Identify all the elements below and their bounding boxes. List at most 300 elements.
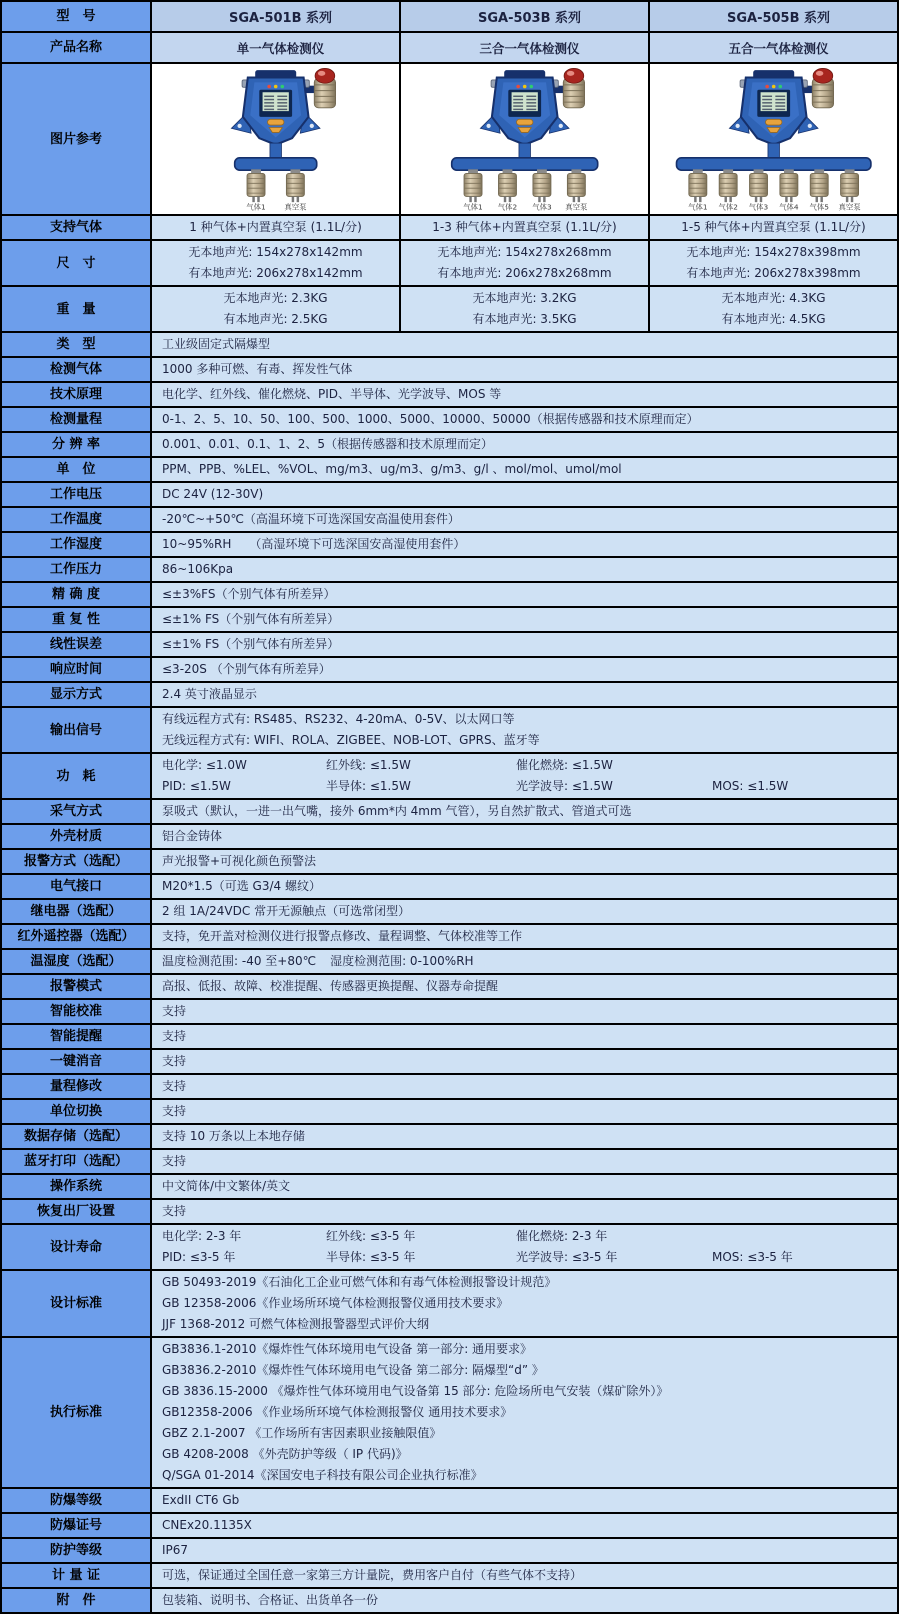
table-row bbox=[2, 1225, 897, 1271]
spec-value bbox=[650, 241, 897, 285]
spec-value bbox=[152, 1075, 897, 1098]
sensor-manifold bbox=[234, 158, 316, 170]
spec-segment: DC 24V (12-30V) bbox=[162, 487, 264, 501]
spec-segment: 高报、低报、故障、校准提醒、传感器更换提醒、仪器寿命提醒 bbox=[162, 979, 499, 993]
model-name-505b: SGA-505B 系列 bbox=[650, 2, 897, 31]
spec-segment: GBZ 2.1-2007 《工作场所有害因素职业接触限值》 bbox=[162, 1426, 442, 1440]
table-row bbox=[2, 1200, 897, 1225]
spec-value bbox=[152, 875, 897, 898]
row-label: 检测气体 bbox=[2, 358, 152, 381]
spec-value bbox=[152, 1271, 897, 1336]
spec-line bbox=[162, 1051, 897, 1072]
row-label: 附 件 bbox=[2, 1589, 152, 1612]
product-image-505b bbox=[650, 64, 897, 214]
row-label: 尺 寸 bbox=[2, 241, 152, 285]
spec-segment: ≤±3%FS（个别气体有所差异） bbox=[162, 587, 336, 601]
table-row bbox=[2, 1539, 897, 1564]
spec-segment: MOS: ≤3-5 年 bbox=[712, 1250, 793, 1264]
spec-line: 1-5 种气体+内置真空泵 (1.1L/分) bbox=[681, 220, 866, 234]
spec-value bbox=[152, 1338, 897, 1487]
sensor-label: 气体3 bbox=[748, 202, 769, 212]
row-label: 精 确 度 bbox=[2, 583, 152, 606]
spec-value bbox=[152, 658, 897, 681]
spec-line bbox=[162, 1001, 897, 1022]
spec-segment: 泵吸式（默认，一进一出气嘴，接外 6mm*内 4mm 气管），另自然扩散式、管道式可选 bbox=[162, 804, 632, 818]
table-row bbox=[2, 1589, 897, 1612]
row-label: 操作系统 bbox=[2, 1175, 152, 1198]
row-label: 功 耗 bbox=[2, 754, 152, 798]
spec-value bbox=[401, 241, 650, 285]
spec-segment: PPM、PPB、%LEL、%VOL、mg/m3、ug/m3、g/m3、g/l 、mol/mol、umol/mol bbox=[162, 462, 622, 476]
sensor-label: 气体5 bbox=[809, 202, 829, 212]
spec-segment: 中文简体/中文繁体/英文 bbox=[162, 1179, 291, 1193]
spec-segment: 支持 bbox=[162, 1029, 187, 1043]
spec-segment: CNEx20.1135X bbox=[162, 1518, 252, 1532]
gas-detector-illustration bbox=[672, 66, 875, 212]
spec-segment: ExdII CT6 Gb bbox=[162, 1493, 240, 1507]
table-row bbox=[2, 216, 897, 241]
spec-segment: 支持 bbox=[162, 1054, 187, 1068]
table-row bbox=[2, 408, 897, 433]
table-row bbox=[2, 608, 897, 633]
sensor-label: 真空泵 bbox=[838, 202, 861, 212]
row-label: 分 辨 率 bbox=[2, 433, 152, 456]
row-label: 重 复 性 bbox=[2, 608, 152, 631]
spec-segment: 电化学: ≤1.0W bbox=[162, 758, 247, 772]
table-row bbox=[2, 1564, 897, 1589]
row-label: 检测量程 bbox=[2, 408, 152, 431]
spec-value bbox=[401, 216, 650, 239]
spec-line bbox=[162, 1026, 897, 1047]
gas-detector-illustration bbox=[174, 66, 377, 212]
sensor-manifold bbox=[676, 158, 870, 170]
spec-line bbox=[162, 1076, 897, 1097]
row-label: 防爆证号 bbox=[2, 1514, 152, 1537]
row-label: 工作湿度 bbox=[2, 533, 152, 556]
sensor-label: 气体1 bbox=[687, 202, 708, 212]
spec-segment: 0.001、0.01、0.1、1、2、5（根据传感器和技术原理而定） bbox=[162, 437, 494, 451]
spec-value bbox=[152, 1150, 897, 1173]
row-label: 报警模式 bbox=[2, 975, 152, 998]
spec-value bbox=[152, 1100, 897, 1123]
spec-value bbox=[152, 608, 897, 631]
product-name-5in1: 五合一气体检测仪 bbox=[650, 33, 897, 62]
spec-segment: 支持 bbox=[162, 1154, 187, 1168]
row-label: 量程修改 bbox=[2, 1075, 152, 1098]
table-row bbox=[2, 241, 897, 287]
spec-line: 无本地声光: 154x278x268mm bbox=[437, 245, 612, 259]
row-label: 输出信号 bbox=[2, 708, 152, 752]
table-row bbox=[2, 1175, 897, 1200]
spec-line bbox=[162, 951, 897, 972]
table-row bbox=[2, 950, 897, 975]
spec-line: 有本地声光: 3.5KG bbox=[472, 312, 577, 326]
spec-value bbox=[650, 216, 897, 239]
spec-line bbox=[162, 1126, 897, 1147]
spec-line bbox=[162, 559, 897, 580]
table-row bbox=[2, 754, 897, 800]
sensor-label: 气体4 bbox=[778, 202, 799, 212]
spec-segment: Q/SGA 01-2014《深国安电子科技有限公司企业执行标准》 bbox=[162, 1468, 483, 1482]
spec-line bbox=[162, 459, 897, 480]
row-label: 恢复出厂设置 bbox=[2, 1200, 152, 1223]
row-label: 工作压力 bbox=[2, 558, 152, 581]
spec-segment: 半导体: ≤3-5 年 bbox=[326, 1250, 416, 1264]
row-label: 一键消音 bbox=[2, 1050, 152, 1073]
spec-line bbox=[162, 1176, 897, 1197]
spec-value bbox=[650, 287, 897, 331]
spec-line: 有本地声光: 206x278x142mm bbox=[188, 266, 363, 280]
spec-line: 有本地声光: 206x278x398mm bbox=[686, 266, 861, 280]
product-name-3in1: 三合一气体检测仪 bbox=[401, 33, 650, 62]
table-row bbox=[2, 583, 897, 608]
spec-segment: 催化燃烧: ≤1.5W bbox=[516, 758, 613, 772]
table-row bbox=[2, 1489, 897, 1514]
table-row bbox=[2, 633, 897, 658]
spec-value bbox=[152, 1000, 897, 1023]
spec-segment: 2 组 1A/24VDC 常开无源触点（可选常闭型） bbox=[162, 904, 411, 918]
gas-detector-illustration bbox=[423, 66, 626, 212]
spec-line: 无本地声光: 154x278x142mm bbox=[188, 245, 363, 259]
spec-line bbox=[162, 755, 897, 776]
row-label: 智能提醒 bbox=[2, 1025, 152, 1048]
row-label: 执行标准 bbox=[2, 1338, 152, 1487]
spec-segment: 可选，保证通过全国任意一家第三方计量院，费用客户自付（有些气体不支持） bbox=[162, 1568, 583, 1582]
table-row bbox=[2, 825, 897, 850]
spec-line bbox=[162, 1293, 897, 1314]
spec-value bbox=[152, 825, 897, 848]
spec-line bbox=[162, 1339, 897, 1360]
spec-segment: 工业级固定式隔爆型 bbox=[162, 337, 271, 351]
spec-value bbox=[152, 433, 897, 456]
spec-line bbox=[162, 409, 897, 430]
table-row bbox=[2, 1271, 897, 1338]
spec-line bbox=[162, 730, 897, 751]
row-label: 工作电压 bbox=[2, 483, 152, 506]
spec-line bbox=[162, 876, 897, 897]
table-row bbox=[2, 287, 897, 333]
row-label: 显示方式 bbox=[2, 683, 152, 706]
spec-value bbox=[152, 408, 897, 431]
table-row bbox=[2, 558, 897, 583]
spec-line bbox=[162, 509, 897, 530]
sensor-manifold bbox=[452, 158, 598, 170]
table-row bbox=[2, 658, 897, 683]
row-label: 线性误差 bbox=[2, 633, 152, 656]
spec-line bbox=[162, 801, 897, 822]
spec-segment: 光学波导: ≤3-5 年 bbox=[516, 1250, 618, 1264]
table-row bbox=[2, 1000, 897, 1025]
sensor-label: 气体2 bbox=[497, 202, 518, 212]
spec-segment: 半导体: ≤1.5W bbox=[326, 779, 411, 793]
spec-line: 有本地声光: 4.5KG bbox=[721, 312, 826, 326]
spec-line: 无本地声光: 3.2KG bbox=[472, 291, 577, 305]
table-row bbox=[2, 333, 897, 358]
table-row bbox=[2, 483, 897, 508]
table-row bbox=[2, 1075, 897, 1100]
spec-line bbox=[162, 609, 897, 630]
spec-value bbox=[152, 800, 897, 823]
spec-value bbox=[152, 975, 897, 998]
spec-line bbox=[162, 359, 897, 380]
spec-line bbox=[162, 851, 897, 872]
row-label: 计 量 证 bbox=[2, 1564, 152, 1587]
spec-value bbox=[152, 1025, 897, 1048]
spec-value bbox=[152, 850, 897, 873]
keypad bbox=[516, 119, 532, 125]
row-label: 红外遥控器（选配） bbox=[2, 925, 152, 948]
spec-value bbox=[152, 1125, 897, 1148]
keypad bbox=[765, 119, 781, 125]
row-label-image: 图片参考 bbox=[2, 64, 152, 214]
spec-line bbox=[162, 684, 897, 705]
spec-value bbox=[152, 508, 897, 531]
spec-value bbox=[152, 1564, 897, 1587]
spec-value bbox=[152, 1225, 897, 1269]
table-row bbox=[2, 1050, 897, 1075]
spec-line bbox=[162, 1490, 897, 1511]
model-name-501b: SGA-501B 系列 bbox=[152, 2, 401, 31]
spec-line: 无本地声光: 4.3KG bbox=[721, 291, 826, 305]
spec-segment: 10~95%RH （高湿环境下可选深国安高湿使用套件） bbox=[162, 537, 466, 551]
table-row bbox=[2, 1150, 897, 1175]
row-label: 防护等级 bbox=[2, 1539, 152, 1562]
spec-segment: 电化学: 2-3 年 bbox=[162, 1229, 242, 1243]
row-label: 防爆等级 bbox=[2, 1489, 152, 1512]
spec-value bbox=[401, 287, 650, 331]
spec-line bbox=[162, 926, 897, 947]
spec-line bbox=[162, 584, 897, 605]
spec-segment: 支持，免开盖对检测仪进行报警点修改、量程调整、气体校准等工作 bbox=[162, 929, 523, 943]
spec-segment: IP67 bbox=[162, 1543, 189, 1557]
spec-line bbox=[162, 634, 897, 655]
table-row bbox=[2, 683, 897, 708]
spec-value bbox=[152, 483, 897, 506]
spec-value bbox=[152, 754, 897, 798]
spec-value bbox=[152, 708, 897, 752]
table-row bbox=[2, 433, 897, 458]
row-label: 响应时间 bbox=[2, 658, 152, 681]
spec-value bbox=[152, 925, 897, 948]
spec-line bbox=[162, 434, 897, 455]
table-row bbox=[2, 383, 897, 408]
sensor-label: 气体1 bbox=[246, 202, 266, 212]
row-label: 技术原理 bbox=[2, 383, 152, 406]
spec-line bbox=[162, 1465, 897, 1486]
spec-line bbox=[162, 1540, 897, 1561]
table-row bbox=[2, 800, 897, 825]
spec-segment: GB 3836.15-2000 《爆炸性气体环境用电气设备第 15 部分: 危险场所电气安装（煤矿除外）》 bbox=[162, 1384, 669, 1398]
spec-line bbox=[162, 709, 897, 730]
spec-segment: 湿度检测范围: 0-100%RH bbox=[330, 954, 474, 968]
product-name-row bbox=[2, 33, 897, 64]
spec-segment: -20℃~+50℃（高温环境下可选深国安高温使用套件） bbox=[162, 512, 460, 526]
row-label: 单位切换 bbox=[2, 1100, 152, 1123]
spec-line bbox=[162, 1423, 897, 1444]
spec-line bbox=[162, 1272, 897, 1293]
row-label: 工作温度 bbox=[2, 508, 152, 531]
row-label: 采气方式 bbox=[2, 800, 152, 823]
spec-line bbox=[162, 1151, 897, 1172]
sensor-label: 气体2 bbox=[718, 202, 738, 212]
row-label: 温湿度（选配） bbox=[2, 950, 152, 973]
table-row bbox=[2, 925, 897, 950]
spec-value bbox=[152, 216, 401, 239]
spec-segment: 电化学、红外线、催化燃烧、PID、半导体、光学波导、MOS 等 bbox=[162, 387, 502, 401]
spec-line bbox=[162, 534, 897, 555]
row-label: 继电器（选配） bbox=[2, 900, 152, 923]
spec-segment: GB12358-2006 《作业场所环境气体检测报警仪 通用技术要求》 bbox=[162, 1405, 513, 1419]
spec-segment: 铝合金铸体 bbox=[162, 829, 223, 843]
spec-line: 无本地声光: 154x278x398mm bbox=[686, 245, 861, 259]
spec-line bbox=[162, 1201, 897, 1222]
model-name-503b: SGA-503B 系列 bbox=[401, 2, 650, 31]
spec-line bbox=[162, 334, 897, 355]
spec-value bbox=[152, 358, 897, 381]
spec-segment: GB 12358-2006《作业场所环境气体检测报警仪通用技术要求》 bbox=[162, 1296, 509, 1310]
product-image-503b bbox=[401, 64, 650, 214]
table-row bbox=[2, 1100, 897, 1125]
spec-line bbox=[162, 384, 897, 405]
alarm-light-icon bbox=[564, 68, 584, 83]
spec-segment: GB 50493-2019《石油化工企业可燃气体和有毒气体检测报警设计规范》 bbox=[162, 1275, 557, 1289]
spec-line: 有本地声光: 206x278x268mm bbox=[437, 266, 612, 280]
spec-segment: 支持 10 万条以上本地存储 bbox=[162, 1129, 305, 1143]
spec-line: 1 种气体+内置真空泵 (1.1L/分) bbox=[189, 220, 362, 234]
table-row bbox=[2, 975, 897, 1000]
spec-value bbox=[152, 900, 897, 923]
spec-line bbox=[162, 1101, 897, 1122]
spec-line bbox=[162, 1314, 897, 1335]
row-label: 设计寿命 bbox=[2, 1225, 152, 1269]
row-label-product: 产品名称 bbox=[2, 33, 152, 62]
spec-segment: PID: ≤1.5W bbox=[162, 779, 231, 793]
table-row bbox=[2, 850, 897, 875]
spec-value bbox=[152, 533, 897, 556]
sensor-label: 真空泵 bbox=[565, 202, 588, 212]
spec-segment: 支持 bbox=[162, 1204, 187, 1218]
spec-line bbox=[162, 1402, 897, 1423]
spec-segment: 温度检测范围: -40 至+80℃ bbox=[162, 954, 317, 968]
row-label: 智能校准 bbox=[2, 1000, 152, 1023]
spec-value bbox=[152, 1589, 897, 1612]
spec-value bbox=[152, 241, 401, 285]
table-row bbox=[2, 533, 897, 558]
spec-segment: ≤±1% FS（个别气体有所差异） bbox=[162, 612, 340, 626]
spec-segment: JJF 1368-2012 可燃气体检测报警器型式评价大纲 bbox=[162, 1317, 430, 1331]
spec-value bbox=[152, 1514, 897, 1537]
spec-segment: GB 4208-2008 《外壳防护等级（ IP 代码)》 bbox=[162, 1447, 408, 1461]
spec-segment: 红外线: ≤3-5 年 bbox=[326, 1229, 416, 1243]
spec-segment: 支持 bbox=[162, 1104, 187, 1118]
row-label: 单 位 bbox=[2, 458, 152, 481]
table-row bbox=[2, 1025, 897, 1050]
spec-value bbox=[152, 333, 897, 356]
row-label: 报警方式（选配） bbox=[2, 850, 152, 873]
spec-segment: 2.4 英寸液晶显示 bbox=[162, 687, 257, 701]
spec-value bbox=[152, 287, 401, 331]
spec-segment: 有线远程方式有: RS485、RS232、4-20mA、0-5V、以太网口等 bbox=[162, 712, 515, 726]
row-label: 类 型 bbox=[2, 333, 152, 356]
model-row bbox=[2, 2, 897, 33]
sensor-label: 气体3 bbox=[531, 202, 552, 212]
spec-segment: 86~106Kpa bbox=[162, 562, 234, 576]
spec-value bbox=[152, 1489, 897, 1512]
alarm-light-icon bbox=[813, 68, 833, 83]
table-row bbox=[2, 1338, 897, 1489]
spec-line bbox=[162, 776, 897, 797]
spec-segment: 声光报警+可视化颜色预警法 bbox=[162, 854, 317, 868]
spec-line bbox=[162, 1590, 897, 1611]
row-label: 设计标准 bbox=[2, 1271, 152, 1336]
row-label: 电气接口 bbox=[2, 875, 152, 898]
sensor-label: 真空泵 bbox=[284, 202, 307, 212]
spec-segment: 支持 bbox=[162, 1004, 187, 1018]
table-row bbox=[2, 1125, 897, 1150]
spec-line: 1-3 种气体+内置真空泵 (1.1L/分) bbox=[432, 220, 617, 234]
spec-value bbox=[152, 1539, 897, 1562]
spec-line bbox=[162, 659, 897, 680]
row-label: 蓝牙打印（选配） bbox=[2, 1150, 152, 1173]
table-row bbox=[2, 458, 897, 483]
spec-segment: 红外线: ≤1.5W bbox=[326, 758, 411, 772]
spec-segment: 支持 bbox=[162, 1079, 187, 1093]
row-label-model: 型 号 bbox=[2, 2, 152, 31]
spec-segment: ≤±1% FS（个别气体有所差异） bbox=[162, 637, 340, 651]
spec-value bbox=[152, 950, 897, 973]
spec-line: 无本地声光: 2.3KG bbox=[223, 291, 328, 305]
spec-line bbox=[162, 901, 897, 922]
spec-value bbox=[152, 458, 897, 481]
spec-segment: ≤3-20S （个别气体有所差异） bbox=[162, 662, 331, 676]
spec-segment: PID: ≤3-5 年 bbox=[162, 1250, 236, 1264]
spec-value bbox=[152, 1050, 897, 1073]
spec-value bbox=[152, 1175, 897, 1198]
spec-line: 有本地声光: 2.5KG bbox=[223, 312, 328, 326]
spec-line bbox=[162, 1360, 897, 1381]
product-image-501b bbox=[152, 64, 401, 214]
spec-segment: 包装箱、说明书、合格证、出货单各一份 bbox=[162, 1593, 379, 1607]
spec-value bbox=[152, 558, 897, 581]
spec-value bbox=[152, 683, 897, 706]
spec-segment: 1000 多种可燃、有毒、挥发性气体 bbox=[162, 362, 353, 376]
spec-line bbox=[162, 484, 897, 505]
spec-value bbox=[152, 1200, 897, 1223]
table-row bbox=[2, 900, 897, 925]
spec-line bbox=[162, 1381, 897, 1402]
spec-segment: 无线远程方式有: WIFI、ROLA、ZIGBEE、NOB-LOT、GPRS、蓝牙等 bbox=[162, 733, 540, 747]
spec-value bbox=[152, 383, 897, 406]
spec-segment: 光学波导: ≤1.5W bbox=[516, 779, 613, 793]
spec-segment: M20*1.5（可选 G3/4 螺纹） bbox=[162, 879, 321, 893]
spec-line bbox=[162, 1247, 897, 1268]
image-row bbox=[2, 64, 897, 216]
spec-line bbox=[162, 1444, 897, 1465]
spec-line bbox=[162, 1515, 897, 1536]
row-label: 支持气体 bbox=[2, 216, 152, 239]
spec-segment: MOS: ≤1.5W bbox=[712, 779, 789, 793]
spec-line bbox=[162, 1226, 897, 1247]
sensor-label: 气体1 bbox=[463, 202, 483, 212]
spec-segment: 0-1、2、5、10、50、100、500、1000、5000、10000、50000（根据传感器和技术原理而定） bbox=[162, 412, 699, 426]
spec-line bbox=[162, 976, 897, 997]
spec-segment: GB3836.2-2010《爆炸性气体环境用电气设备 第二部分: 隔爆型“d” 》 bbox=[162, 1363, 544, 1377]
table-row bbox=[2, 358, 897, 383]
spec-line bbox=[162, 826, 897, 847]
product-name-single: 单一气体检测仪 bbox=[152, 33, 401, 62]
table-row bbox=[2, 508, 897, 533]
spec-value bbox=[152, 583, 897, 606]
